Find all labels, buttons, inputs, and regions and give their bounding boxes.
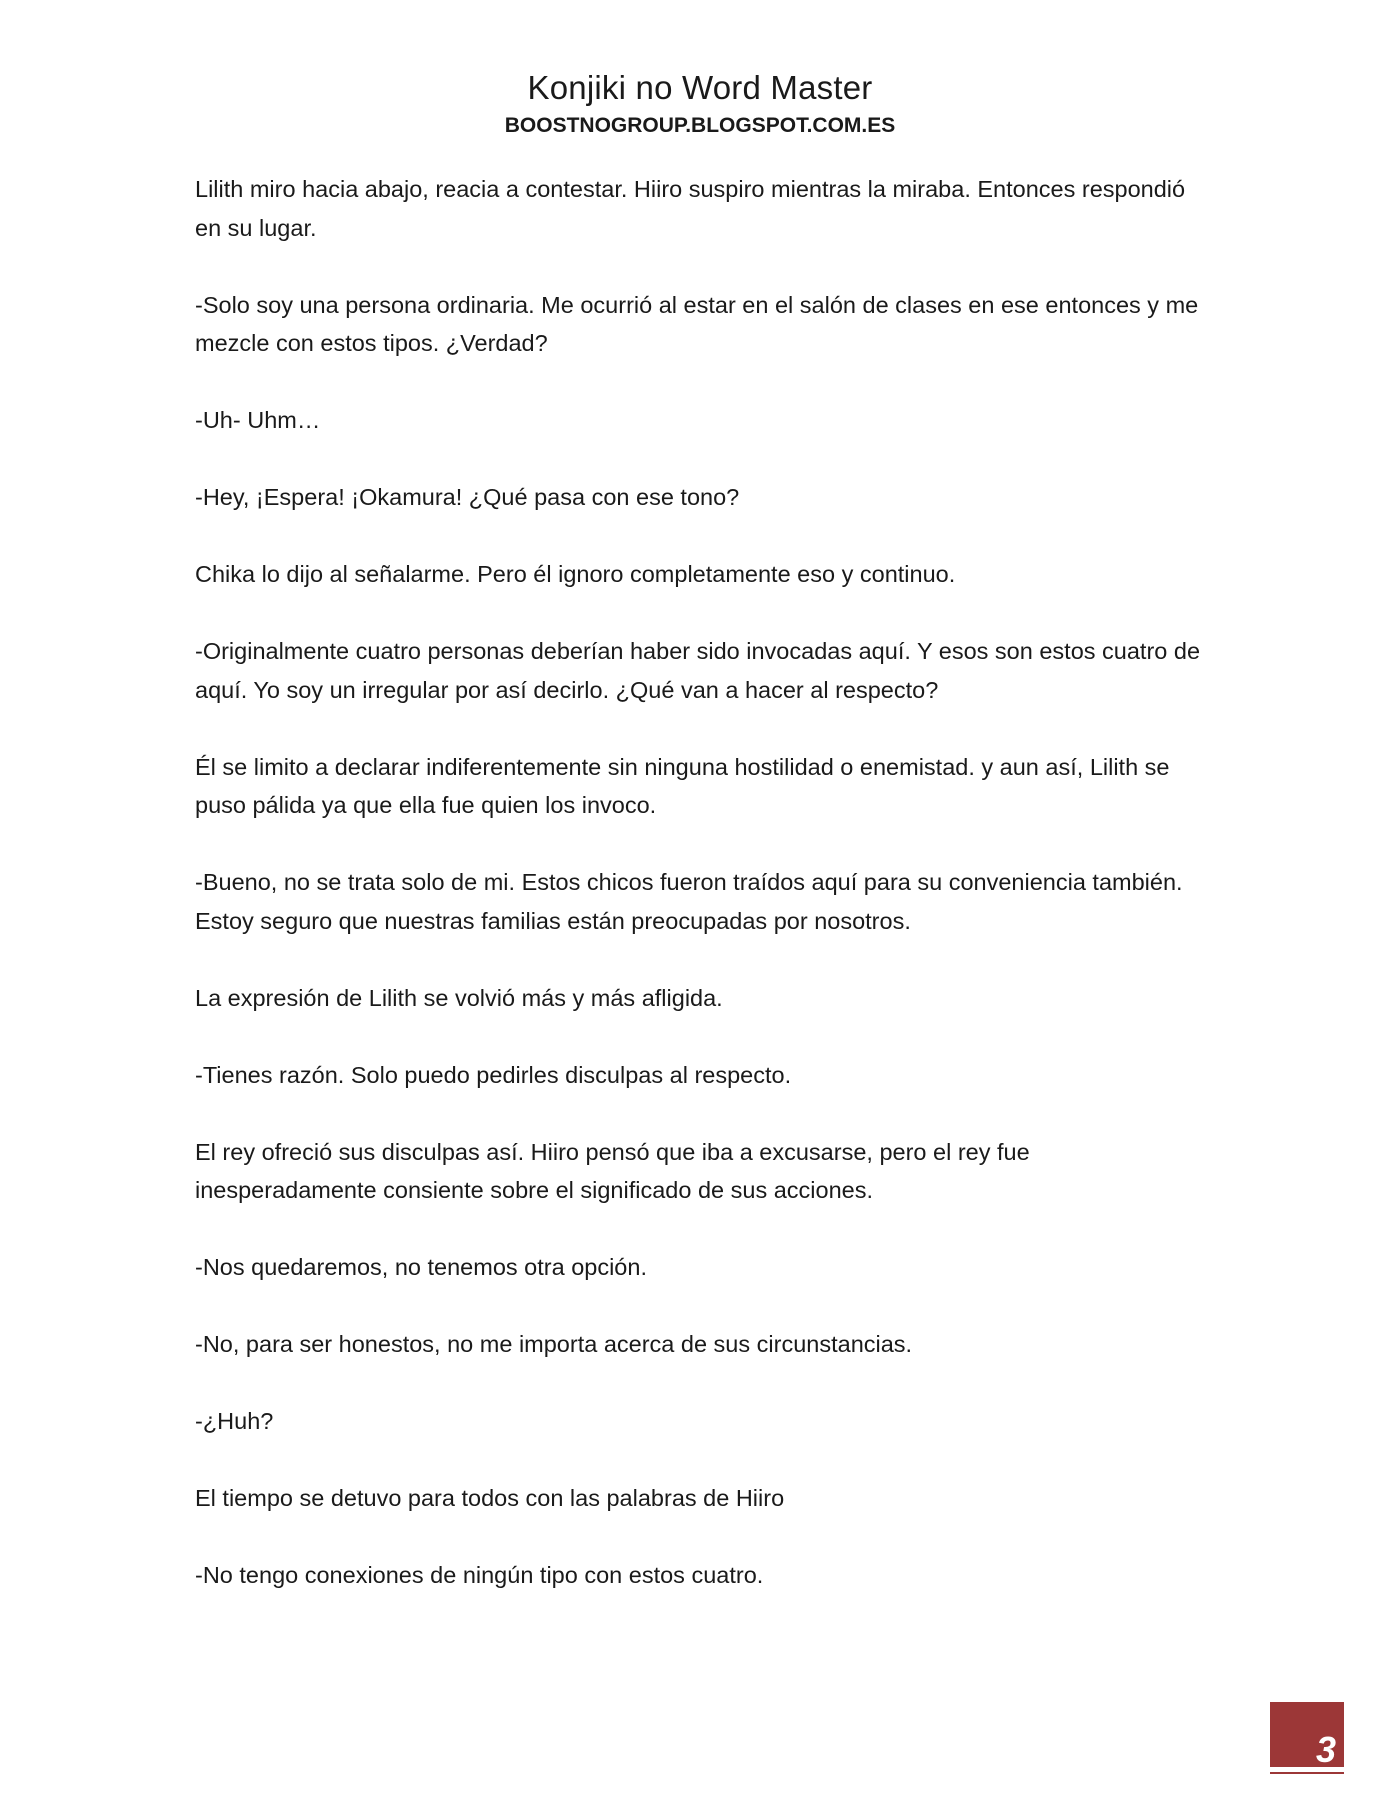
page-number-badge	[1270, 1702, 1344, 1770]
paragraph: La expresión de Lilith se volvió más y más afligida.	[195, 984, 723, 1011]
paragraph: El tiempo se detuvo para todos con las palabras de Hiiro	[195, 1485, 785, 1511]
paragraph: Chika lo dijo al señalarme. Pero él ignoro completamente eso y continuo.	[195, 561, 956, 587]
paragraph: -Uh- Uhm…	[195, 407, 321, 433]
paragraph: -Nos quedaremos, no tenemos otra opción.	[195, 1254, 647, 1280]
paragraph: -Originalmente cuatro personas deberían haber sido invocadas aquí. Y esos son estos cuatro de aquí. Yo soy un irregular por así decirlo. ¿Qué van a hacer al respecto?	[195, 638, 1201, 703]
paragraph: -No tengo conexiones de ningún tipo con estos cuatro.	[195, 1562, 764, 1588]
paragraph: -Hey, ¡Espera! ¡Okamura! ¿Qué pasa con ese tono?	[195, 484, 740, 510]
paragraph: -Tienes razón. Solo puedo pedirles disculpas al respecto.	[195, 1061, 792, 1088]
document-subtitle: BOOSTNOGROUP.BLOGSPOT.COM.ES	[504, 114, 896, 137]
page-number-underline	[1270, 1772, 1344, 1774]
paragraph: -Bueno, no se trata solo de mi. Estos chicos fueron traídos aquí para su conveniencia también. Estoy seguro que nuestras familias están preocupadas por nosotros.	[195, 869, 1183, 934]
paragraph: Lilith miro hacia abajo, reacia a contestar. Hiiro suspiro mientras la miraba. Entonces respondió en su lugar.	[195, 176, 1186, 241]
document-title: Konjiki no Word Master	[527, 69, 873, 106]
page-number: 3	[1315, 1729, 1336, 1770]
body-text	[195, 170, 1215, 1633]
paragraph: -Solo soy una persona ordinaria. Me ocurrió al estar en el salón de clases en ese entonces y me mezcle con estos tipos. ¿Verdad?	[195, 291, 1199, 356]
page-header	[0, 66, 1400, 140]
paragraph: Él se limito a declarar indiferentemente sin ninguna hostilidad o enemistad. y aun así, Lilith se puso pálida ya que ella fue quien los invoco.	[195, 753, 1170, 818]
paragraph: El rey ofreció sus disculpas así. Hiiro pensó que iba a excusarse, pero el rey fue inesperadamente consiente sobre el significado de sus acciones.	[195, 1138, 1030, 1203]
paragraph: -No, para ser honestos, no me importa acerca de sus circunstancias.	[195, 1331, 913, 1357]
paragraph: -¿Huh?	[195, 1408, 274, 1434]
